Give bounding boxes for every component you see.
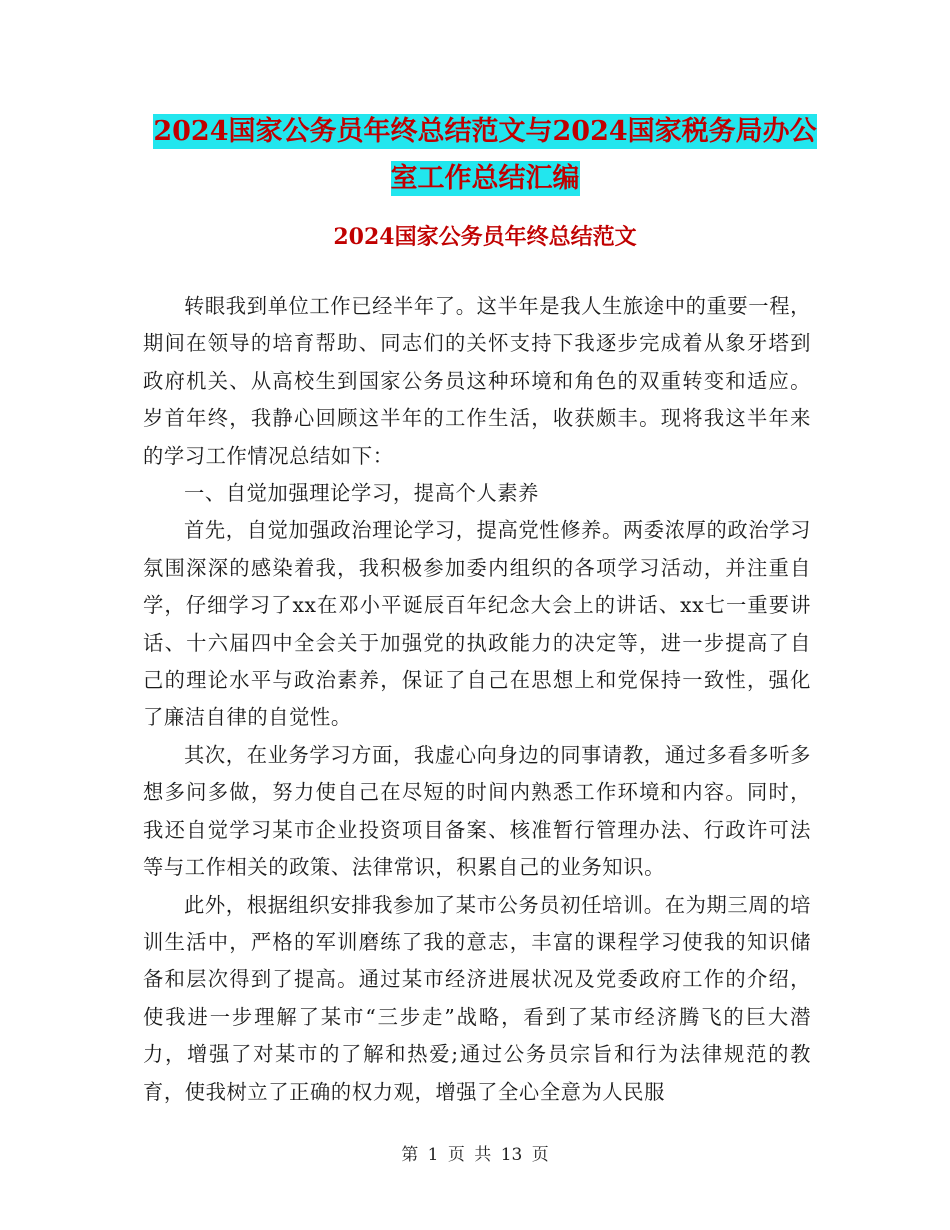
document-title-line-1: 2024国家公务员年终总结范文与2024国家税务局办公	[153, 116, 817, 147]
section-title: 2024国家公务员年终总结范文	[333, 224, 637, 250]
page-footer: 第 1 页 共 13 页	[401, 1145, 549, 1165]
paragraph-heading-1: 一、自觉加强理论学习，提高个人素养	[184, 481, 539, 506]
paragraph-intro: 转眼我到单位工作已经半年了。这半年是我人生旅途中的重要一程，期间在领导的培育帮助、同志们的关怀支持下我逐步完成着从象牙塔到政府机关、从高校生到国家公务员这种环境和角色的双重转变和适应。岁首年终，我静心回顾这半年的工作生活，收获颇丰。现将我这半年来的学习工作情况总结如下：	[143, 294, 811, 468]
paragraph-political-study: 首先，自觉加强政治理论学习，提高党性修养。两委浓厚的政治学习氛围深深的感染着我，我积极参加委内组织的各项学习活动，并注重自学，仔细学习了xx在邓小平诞辰百年纪念大会上的讲话、xx七一重要讲话、十六届四中全会关于加强党的执政能力的决定等，进一步提高了自己的理论水平与政治素养，保证了自己在思想上和党保持一致性，强化了廉洁自律的自觉性。	[143, 518, 811, 730]
paragraph-business-study: 其次，在业务学习方面，我虚心向身边的同事请教，通过多看多听多想多问多做，努力使自己在尽短的时间内熟悉工作环境和内容。同时，我还自觉学习某市企业投资项目备案、核准暂行管理办法、行政许可法等与工作相关的政策、法律常识，积累自己的业务知识。	[143, 742, 811, 880]
document-body	[143, 288, 811, 1111]
document-title	[140, 108, 830, 202]
document-title-line-2: 室工作总结汇编	[390, 163, 580, 194]
paragraph-training: 此外，根据组织安排我参加了某市公务员初任培训。在为期三周的培训生活中，严格的军训磨练了我的意志，丰富的课程学习使我的知识储备和层次得到了提高。通过某市经济进展状况及党委政府工作的介绍，使我进一步理解了某市“三步走”战略，看到了某市经济腾飞的巨大潜力，增强了对某市的了解和热爱;通过公务员宗旨和行为法律规范的教育，使我树立了正确的权力观，增强了全心全意为人民服	[143, 892, 811, 1104]
